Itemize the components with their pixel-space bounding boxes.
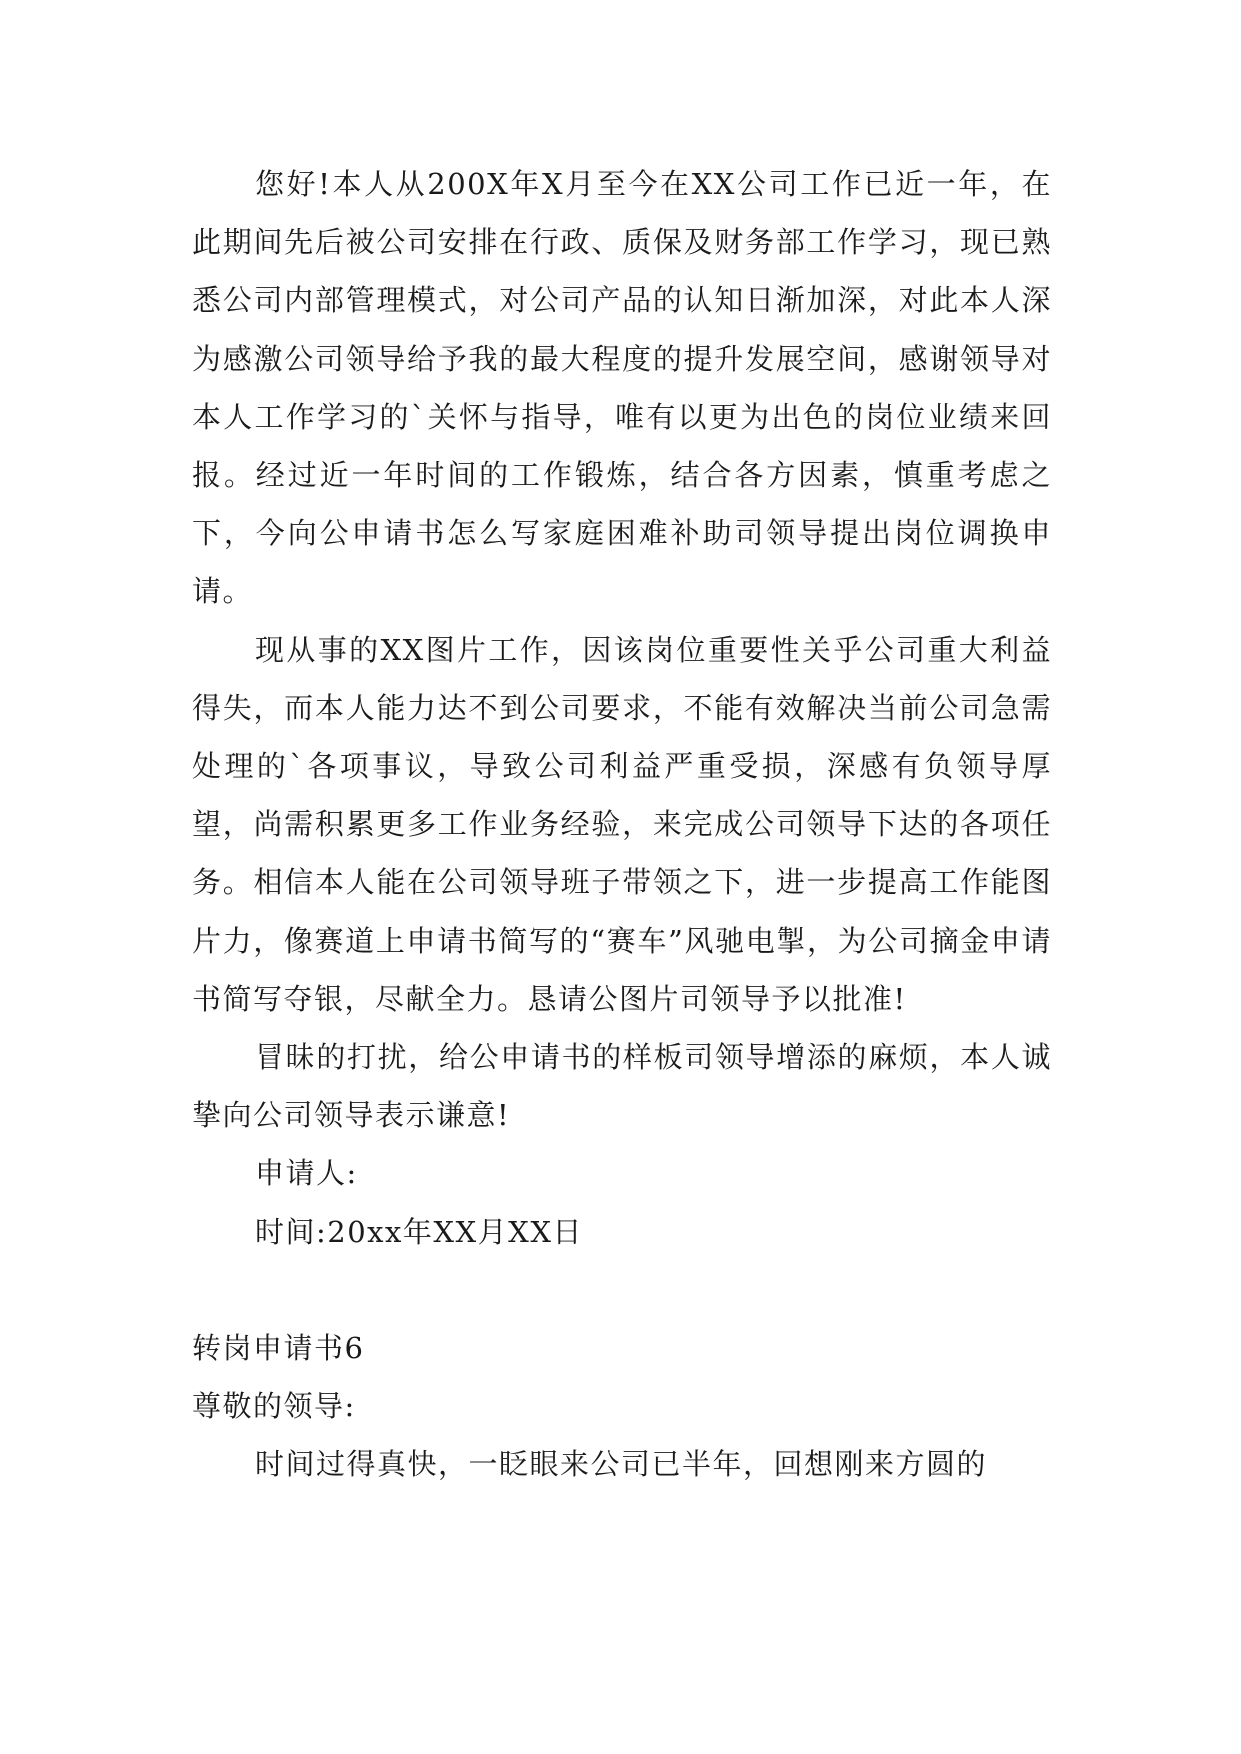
- section-title: 转岗申请书6: [192, 1330, 365, 1365]
- paragraph-2: 现从事的XX图片工作，因该岗位重要性关乎公司重大利益得失，而本人能力达不到公司要求，不能有效解决当前公司急需处理的`各项事议，导致公司利益严重受损，深感有负领导厚望，尚需积累更多工作业务经验，来完成公司领导下达的各项任务。相信本人能在公司领导班子带领之下，进一步提高工作能图片力，像赛道上申请书简写的“赛车”风驰电掣，为公司摘金申请书简写夺银，尽献全力。恳请公图片司领导予以批准!: [192, 632, 1052, 1016]
- salutation: 尊敬的领导:: [192, 1389, 356, 1424]
- section-spacer: [192, 1261, 1052, 1319]
- opening-line: 时间过得真快，一眨眼来公司已半年，回想刚来方圆的: [255, 1447, 988, 1482]
- date-line: 时间:20xx年XX月XX日: [255, 1214, 583, 1249]
- paragraph-3: 冒昧的打扰，给公申请书的样板司领导增添的麻烦，本人诚挚向公司领导表示谦意!: [192, 1040, 1052, 1133]
- document-body: [192, 155, 1052, 1493]
- paragraph-1: 您好!本人从200X年X月至今在XX公司工作已近一年，在此期间先后被公司安排在行政、质保及财务部工作学习，现已熟悉公司内部管理模式，对公司产品的认知日渐加深，对此本人深为感激公司领导给予我的最大程度的提升发展空间，感谢领导对本人工作学习的`关怀与指导，唯有以更为出色的岗位业绩来回报。经过近一年时间的工作锻炼，结合各方因素，慎重考虑之下，今向公申请书怎么写家庭困难补助司领导提出岗位调换申请。: [192, 167, 1052, 609]
- applicant-label: 申请人:: [255, 1156, 358, 1191]
